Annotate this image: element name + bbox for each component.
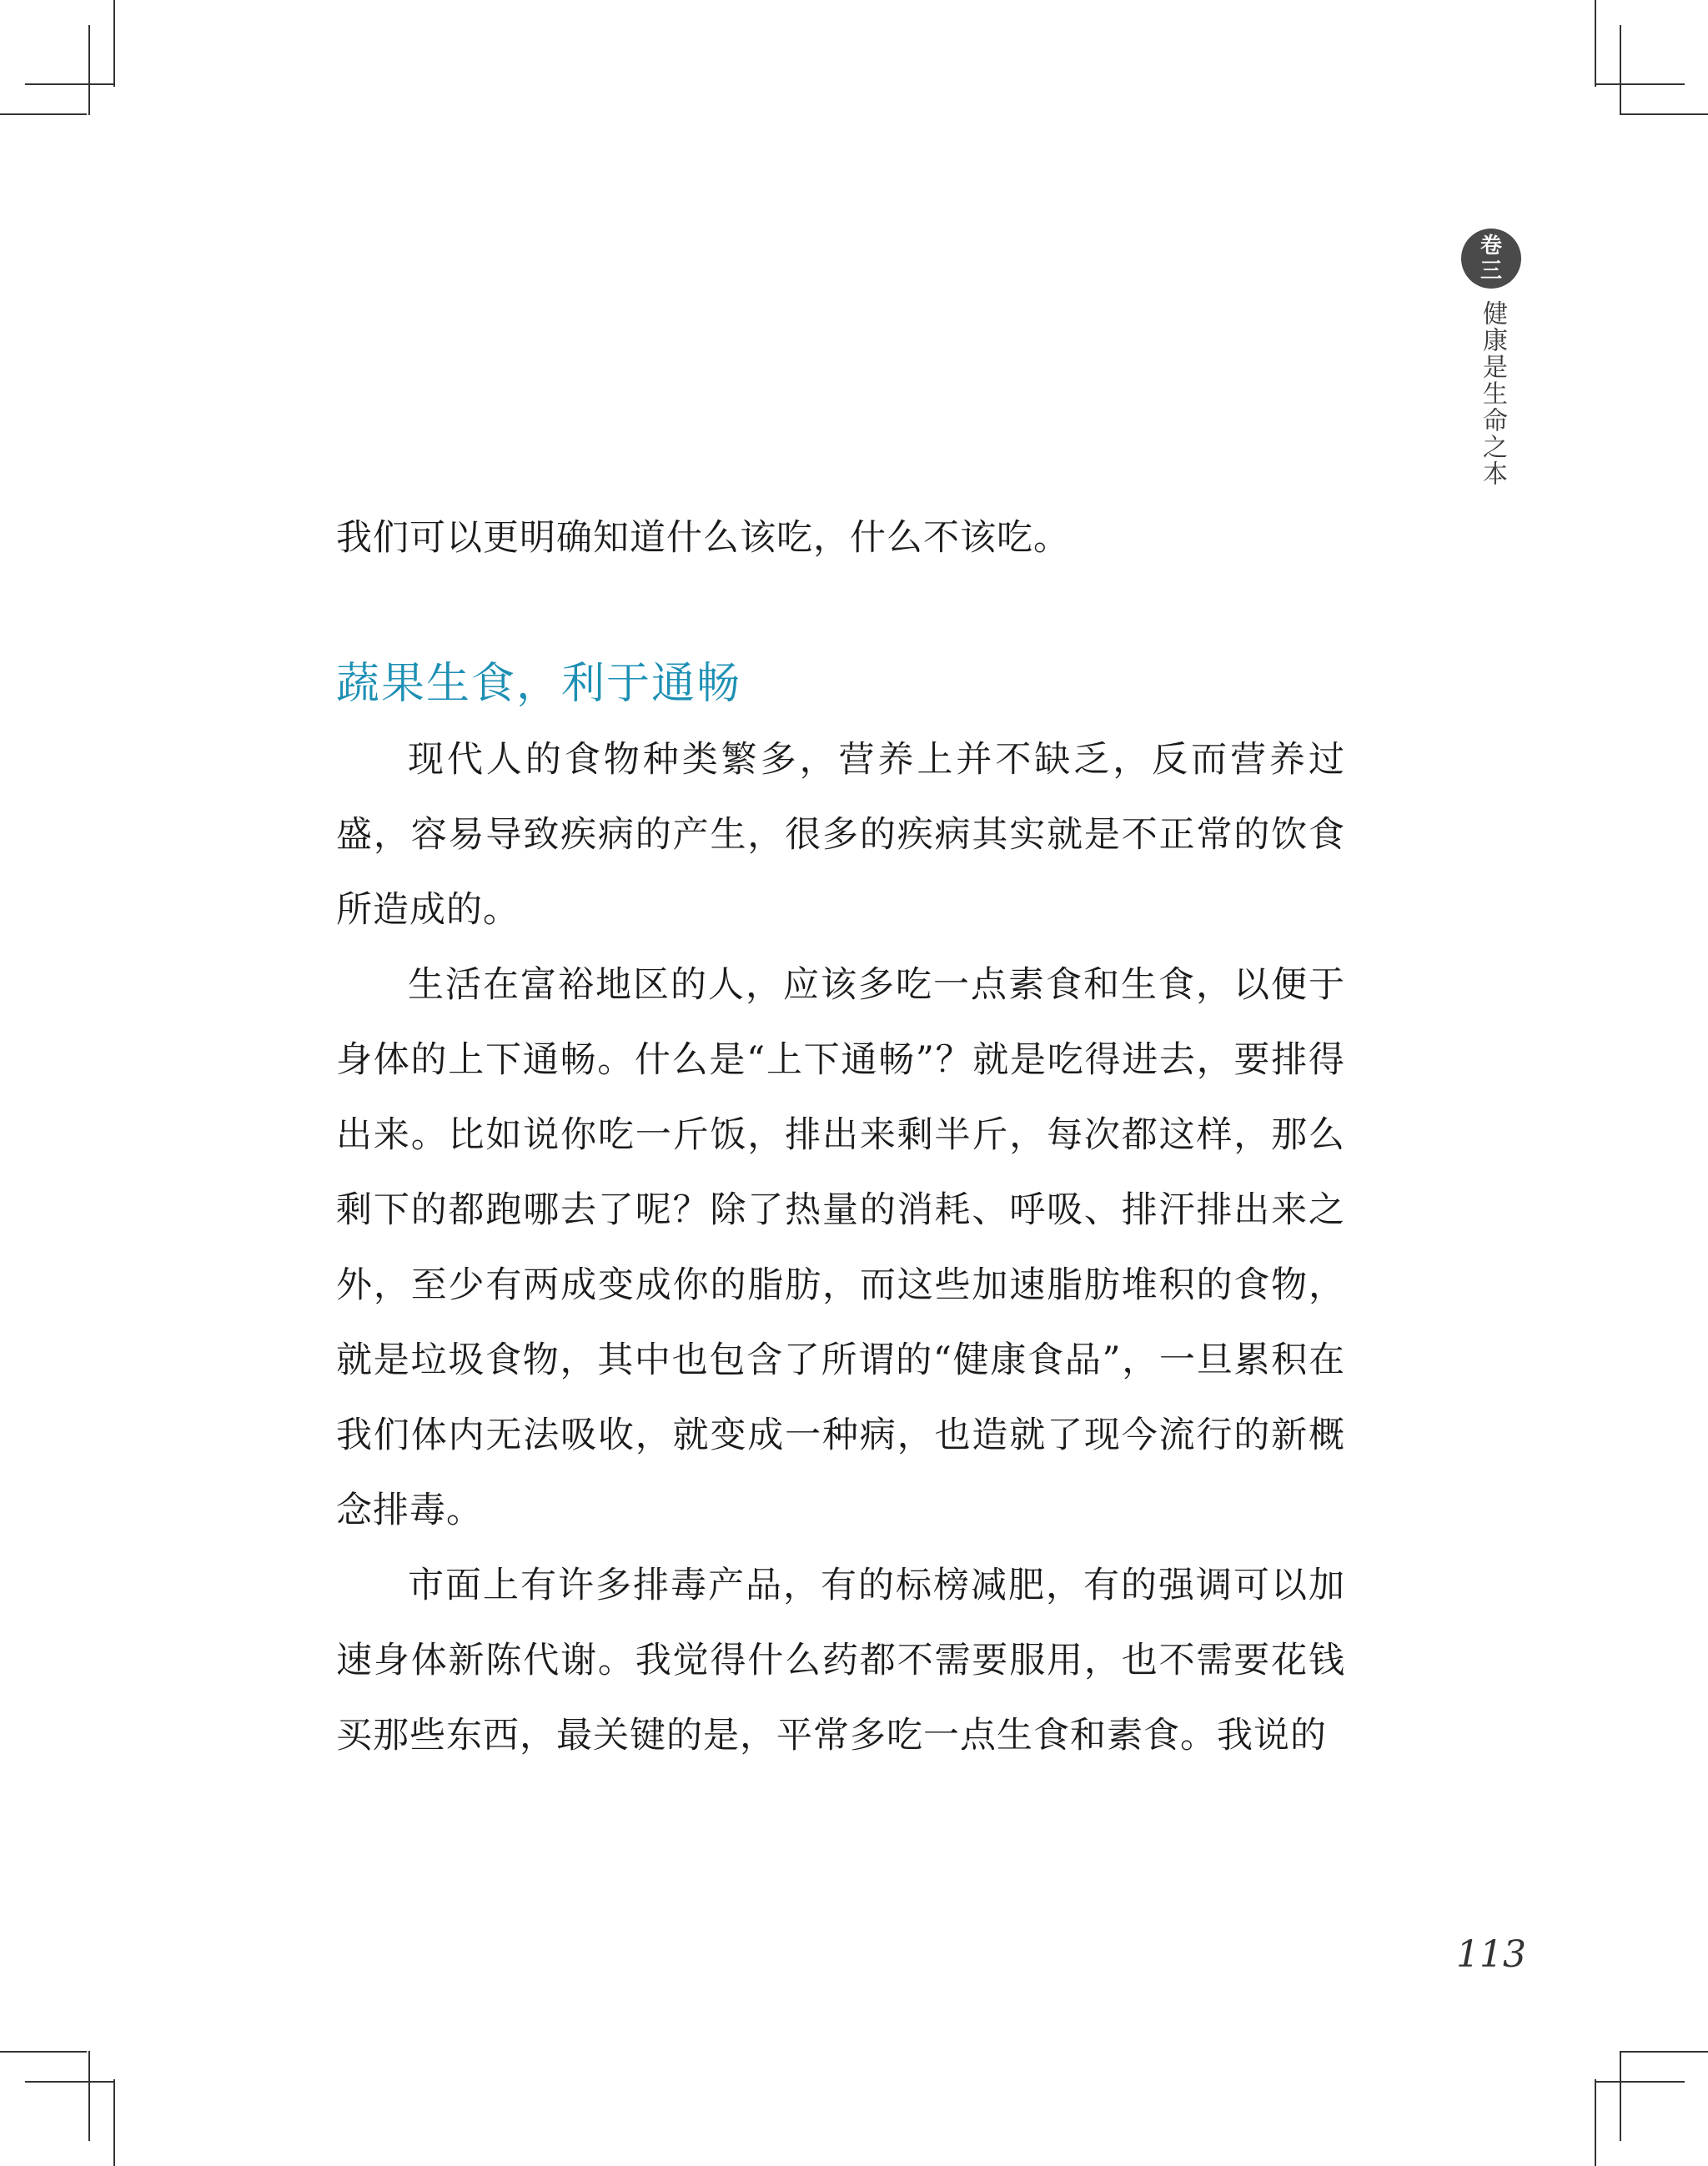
crop-mark-top-left-v [88,25,90,115]
paragraph: 现代人的食物种类繁多，营养上并不缺乏，反而营养过盛，容易导致疾病的产生，很多的疾病其实就是不正常的饮食所造成的。 [336,739,1345,931]
crop-mark-bottom-left-h2 [0,2051,87,2053]
crop-mark-bottom-right-v [1620,2051,1621,2141]
crop-mark-top-right-v [1620,25,1621,115]
crop-mark-bottom-left-h [25,2081,115,2083]
crop-mark-top-right-v2 [1595,0,1596,87]
crop-mark-bottom-right-h2 [1621,2051,1708,2053]
crop-mark-top-left-v2 [113,0,115,87]
volume-badge-line1: 卷 [1479,234,1502,259]
crop-mark-bottom-right-h [1595,2081,1685,2083]
lead-paragraph: 我们可以更明确知道什么该吃，什么不该吃。 [336,517,1070,559]
crop-mark-bottom-left-v [88,2051,90,2141]
volume-badge-line2: 三 [1479,259,1502,284]
section-body [336,722,1345,1773]
crop-mark-top-left-h2 [0,113,87,115]
crop-mark-top-right-h2 [1621,113,1708,115]
paragraph: 生活在富裕地区的人，应该多吃一点素食和生食，以便于身体的上下通畅。什么是“上下通畅”？就是吃得进去，要排得出来。比如说你吃一斤饭，排出来剩半斤，每次都这样，那么剩下的都跑哪去了呢？除了热量的消耗、呼吸、排汗排出来之外，至少有两成变成你的脂肪，而这些加速脂肪堆积的食物，就是垃圾食物，其中也包含了所谓的“健康食品”，一旦累积在我们体内无法吸收，就变成一种病，也造就了现今流行的新概念排毒。 [336,964,1345,1531]
section-heading: 蔬果生食，利于通畅 [336,659,742,709]
paragraph: 市面上有许多排毒产品，有的标榜减肥，有的强调可以加速身体新陈代谢。我觉得什么药都不需要服用，也不需要花钱买那些东西，最关键的是，平常多吃一点生食和素食。我说的 [336,1565,1345,1756]
crop-mark-bottom-right-v2 [1595,2079,1596,2166]
volume-title: 健康是生命之本 [1478,300,1507,487]
volume-badge [1461,229,1521,289]
crop-mark-top-right-h [1595,83,1685,85]
crop-mark-bottom-left-v2 [113,2079,115,2166]
crop-mark-top-left-h [25,83,115,85]
page-number: 113 [1456,1933,1526,1976]
